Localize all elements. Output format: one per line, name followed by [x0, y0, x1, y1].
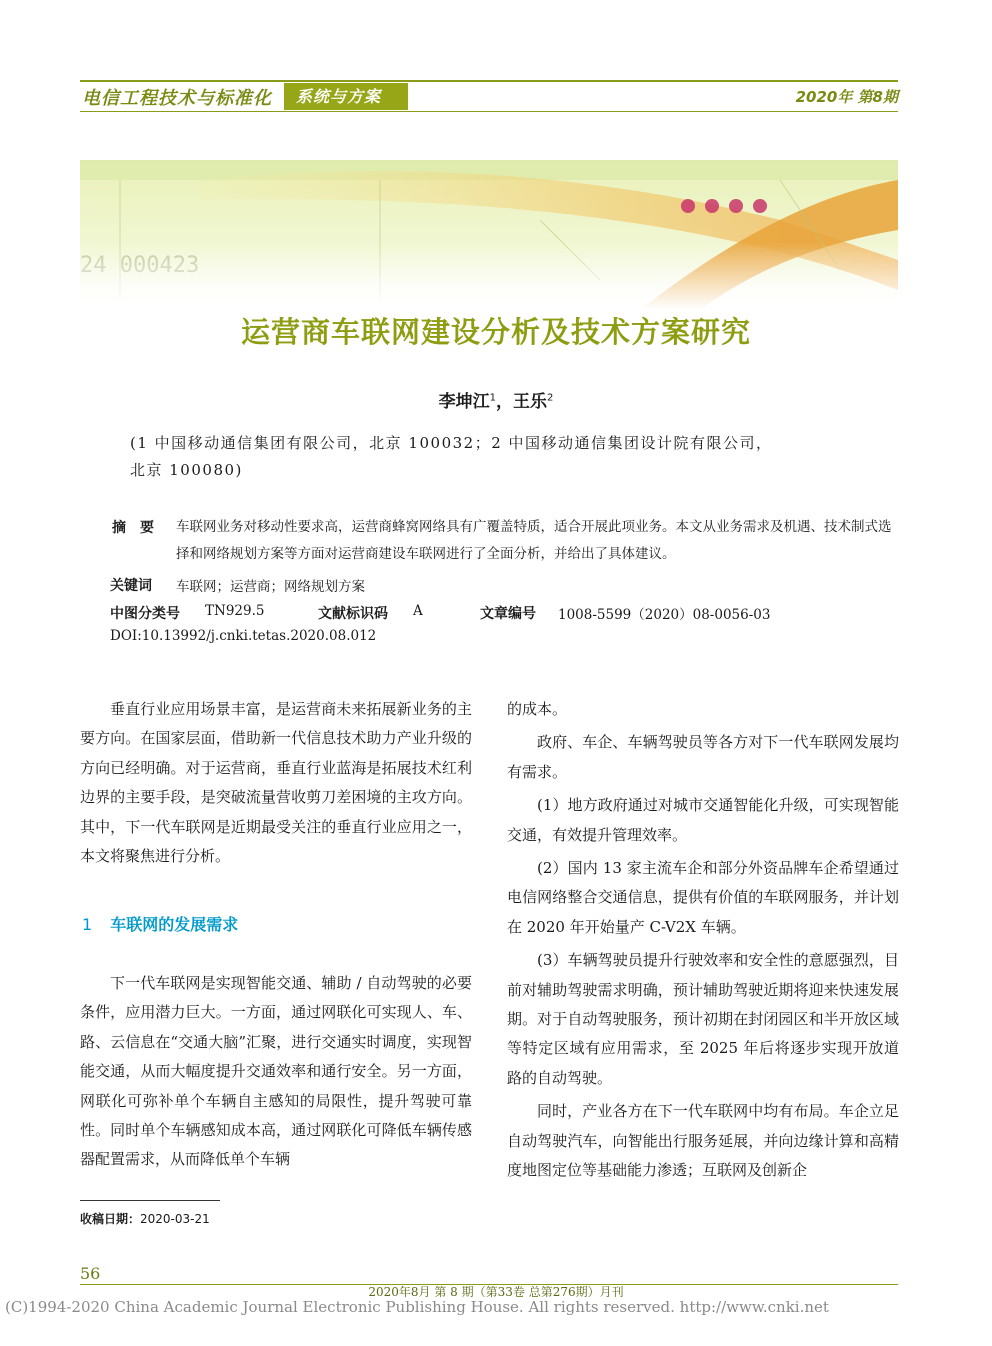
paragraph-item-1: (1）地方政府通过对城市交通智能化升级，可实现智能交通，有效提升管理效率。: [507, 796, 899, 844]
article-no-label: 文章编号: [480, 606, 536, 622]
classification-row: [110, 603, 900, 625]
body-left-column: [80, 695, 472, 871]
paragraph-demand: 政府、车企、车辆驾驶员等各方对下一代车联网发展均有需求。: [507, 733, 899, 781]
section-tag-label: 系统与方案: [296, 87, 382, 106]
footer-issue-info: 2020年8月 第 8 期（第33卷 总第276期）月刊: [368, 1285, 624, 1299]
author-separator: ，: [496, 392, 513, 412]
issue-label: 2020年 第8期: [795, 88, 898, 106]
header-rule-bottom: [80, 111, 898, 112]
affiliations: [130, 430, 890, 484]
page-number: 56: [80, 1264, 101, 1283]
author-1-affil: 1: [489, 392, 496, 404]
paragraph-industry: 同时，产业各方在下一代车联网中均有布局。车企立足自动驾驶汽车，向智能出行服务延展，并向边缘计算和高精度地图定位等基础能力渗透；互联网及创新企: [507, 1102, 899, 1180]
banner-image: [80, 160, 898, 310]
section-heading: [82, 912, 238, 935]
doi: DOI:10.13992/j.cnki.tetas.2020.08.012: [110, 628, 377, 644]
copyright-notice: (C)1994-2020 China Academic Journal Electronic Publishing House. All rights reserved. http://www.cnki.net: [5, 1298, 829, 1316]
keywords-text: 车联网；运营商；网络规划方案: [176, 579, 365, 595]
section-title: 车联网的发展需求: [110, 915, 239, 934]
clc-value: TN929.5: [205, 603, 265, 619]
body-left-column-lower: [80, 969, 472, 1175]
footnote-rule: [80, 1200, 220, 1201]
affiliation-line-1: (1 中国移动通信集团有限公司，北京 100032；2 中国移动通信集团设计院有限公司，: [130, 434, 773, 452]
body-right-column: [507, 695, 899, 1186]
article-no-value: 1008-5599（2020）08-0056-03: [558, 607, 771, 623]
paragraph-item-3: (3）车辆驾驶员提升行驶效率和安全性的意愿强烈，目前对辅助驾驶需求明确，预计辅助驾驶近期将迎来快速发展期。对于自动驾驶服务，预计初期在封闭园区和半开放区域等特定区域有应用需求，至 2025 年后将逐步实现开放道路的自动驾驶。: [507, 951, 899, 1087]
keywords-label: 关键词: [110, 578, 152, 594]
journal-name: 电信工程技术与标准化: [82, 88, 272, 109]
authors: [0, 387, 992, 412]
article-title: 运营商车联网建设分析及技术方案研究: [240, 315, 751, 349]
received-value: 2020-03-21: [140, 1212, 210, 1226]
doc-code-value: A: [413, 603, 423, 619]
paragraph-continued: 的成本。: [507, 700, 568, 718]
author-2: 王乐: [513, 392, 547, 412]
doc-code-label: 文献标识码: [318, 606, 388, 622]
abstract-label: 摘 要: [112, 520, 154, 536]
author-1: 李坤江: [438, 392, 490, 412]
paragraph-intro: 垂直行业应用场景丰富，是运营商未来拓展新业务的主要方向。在国家层面，借助新一代信息技术助力产业升级的方向已经明确。对于运营商，垂直行业蓝海是拓展技术红利边界的主要手段，是突破流量营收剪刀差困境的主攻方向。其中，下一代车联网是近期最受关注的垂直行业应用之一，本文将聚焦进行分析。: [80, 700, 472, 866]
section-number: 1: [82, 915, 93, 934]
received-label: 收稿日期：: [80, 1212, 141, 1226]
affiliation-line-2: 北京 100080): [130, 461, 243, 479]
paragraph-item-2: (2）国内 13 家主流车企和部分外资品牌车企希望通过电信网络整合交通信息，提供有价值的车联网服务，并计划在 2020 年开始量产 C-V2X 车辆。: [507, 859, 899, 936]
abstract-text: 车联网业务对移动性要求高，运营商蜂窝网络具有广覆盖特质，适合开展此项业务。本文从业务需求及机遇、技术制式选择和网络规划方案等方面对运营商建设车联网进行了全面分析，并给出了具体建议。: [176, 519, 892, 562]
clc-label: 中图分类号: [110, 606, 180, 622]
section-tag: [284, 83, 408, 110]
header-rule-top: [80, 80, 898, 82]
author-2-affil: 2: [547, 392, 554, 404]
received-date: [80, 1210, 210, 1227]
paragraph-section1: 下一代车联网是实现智能交通、辅助 / 自动驾驶的必要条件，应用潜力巨大。一方面，通过网联化可实现人、车、路、云信息在“交通大脑”汇聚，进行交通实时调度，实现智能交通，从而大幅度提升交通效率和通行安全。另一方面，网联化可弥补单个车辆自主感知的局限性，提升驾驶可靠性。同时单个车辆感知成本高，通过网联化可降低车辆传感器配置需求，从而降低单个车辆: [80, 974, 472, 1169]
